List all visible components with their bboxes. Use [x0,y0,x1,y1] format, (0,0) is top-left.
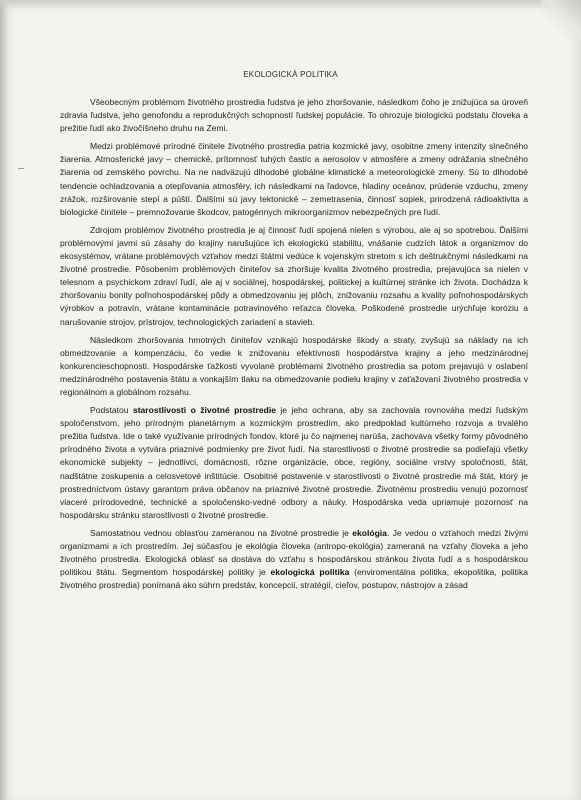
page-corner-shading [541,0,581,40]
paragraph-text: Všeobecným problémom životného prostredia ľudstva je jeho zhoršovanie, následkom čoho je znižujúca sa úroveň zdravia ľudstva, jeho genofondu a reprodukčných schopností ľudskej populácie. To ohrozuje biologickú podstatu človeka a prežitie ľudí ako živočíšneho druhu na Zemi. [60,97,528,134]
bold-term: ekologická politika [270,567,350,578]
paragraph-text: je jeho ochrana, aby sa zachovala rovnováha medzi ľudským spoločenstvom, jeho prírodným planetárnym a kozmickým prostredím, ako predpoklad kultúrneho rozvoja a trvalého prežitia ľudstva. Ide o také využívanie prírodných fondov, ktoré ju čo najmenej narúša, zachováva všetky formy pôvodného prírodného života a vytvára priaznivé podmienky pre život ľudí. Na starostlivosti o životné prostredie sa podieľajú všetky ekonomické subjekty – jednotlivci, domácnosti, rôzne organizácie, obce, regióny, sociálne vrstvy spoločnosti, štát, nadštátne zoskupenia a celosvetové inštitúcie. Osobitné postavenie v starostlivosti o životné prostredie má štát, ktorý je prostredníctvom ústavy garantom práva občanov na priaznivé životné prostredie. Životnému prostrediu venujú pozornosť viaceré prírodovedné, technické a spoločensko-vedné odbory a náuky. Hospodárska veda upriamuje pozornosť na hospodársku stránku starostlivosti o životné prostredie. [60,405,528,520]
bold-term: ekológia [352,527,387,538]
paragraph [60,334,528,399]
paragraph-text: Zdrojom problémov životného prostredia je aj činnosť ľudí spojená nielen s výrobou, ale aj so spotrebou. Ďalšími problémovými javmi sú zásahy do krajiny narušujúce ich ekologickú stabilitu, vnášanie cudzích látok a organizmov do ekosystémov, vrátane problémových vzťahov medzi štátmi vedúce k vojenským stretom s ich deštrukčnými následkami na životné prostredie. Pôsobením problémových činiteľov sa zhoršuje kvalita životného prostredia, prejavujúca sa nielen v telesnom a psychickom zdraví ľudí, ale aj v sociálnej, hospodárskej, politickej a kultúrnej stránke ich života. Dochádza k zhoršovaniu bonity poľnohospodárskej pôdy a obmedzovaniu jej plôch, znižovaniu rozsahu a kvality poľnohospodárskych výrobkov a potravín, vrátane kontaminácie potravinového reťazca človeka. Poškodené prostredie urýchľuje koróziu a narušovanie strojov, prístrojov, technologických zariadení a stavieb. [60,224,528,327]
paragraph [60,96,528,135]
paragraph [60,404,528,522]
paragraph [60,140,528,219]
paragraph [60,224,528,329]
document-title: EKOLOGICKÁ POLITIKA [243,70,338,79]
paragraph-text: Podstatou [90,405,133,416]
paragraph-text: Samostatnou vednou oblasťou zameranou na životné prostredie je [90,527,353,538]
page-edge-shadow [0,0,14,800]
page-top-shadow [0,0,581,10]
paragraph-text: Následkom zhoršovania hmotných činiteľov vznikajú hospodárske škody a straty, zvyšujú sa náklady na ich obmedzovanie a kompenzáciu, čo vedie k znižovaniu efektívnosti hospodárstva krajiny a jeho medzinárodnej konkurencieschopnosti. Hospodárske ťažkosti vyvolané problémami životného prostredia sa potom prejavujú v oslabení medzinárodného postavenia štátu a vonkajším tlaku na obmedzovanie podielu krajiny v zaťažovaní životného prostredia v regionálnom a globálnom rozsahu. [60,334,528,397]
paragraph-text: . Je vedou o vzťahoch medzi živými organizmami a ich prostredím. Jej súčasťou je ekológia človeka (antropo-ekológia) zameraná na vzťahy človeka a jeho životného prostredia. Ekologická oblasť sa dostáva do vzťahu s hospodárskou stránkou života ľudí a s hospodárskou politikou štátu. Segmentom hospodárskej politiky je [60,527,528,578]
paragraph-text: (enviromentálna politika, ekopolitika, politika životného prostredia) ponímaná ako súhrn predstáv, koncepcií, stratégií, cieľov, postupov, nástrojov a zásad [60,567,528,591]
paragraph-text: Medzi problémové prírodné činitele životného prostredia patria kozmické javy, osobitne zmeny intenzity slnečného žiarenia. Atmosferické javy – chemické, prítomnosť tuhých častíc a aerosolov v atmosfére a zmeny odrážania slnečného žiarenia od zemského povrchu. Na ne nadväzujú dlhodobé globálne klimatické a meteorologické zmeny. Sú to dlhodobé tendencie ochladzovania a otepľovania atmosféry, ich následkami na ľadovce, hladiny oceánov, prúdenie vzduchu, zmeny zrážok, rozširovanie stepí a púští. Ďalšími sú javy tektonické – zemetrasenia, činnosť sopiek, prirodzená rádioaktivita a biologické činitele – premnožovanie škodcov, patogénnych mikroorganizmov nebezpečných pre ľudí. [60,141,528,217]
margin-mark [18,168,24,169]
document-body [60,96,528,592]
bold-term: starostlivosti o životné prostredie [132,405,276,416]
paragraph [60,527,528,592]
